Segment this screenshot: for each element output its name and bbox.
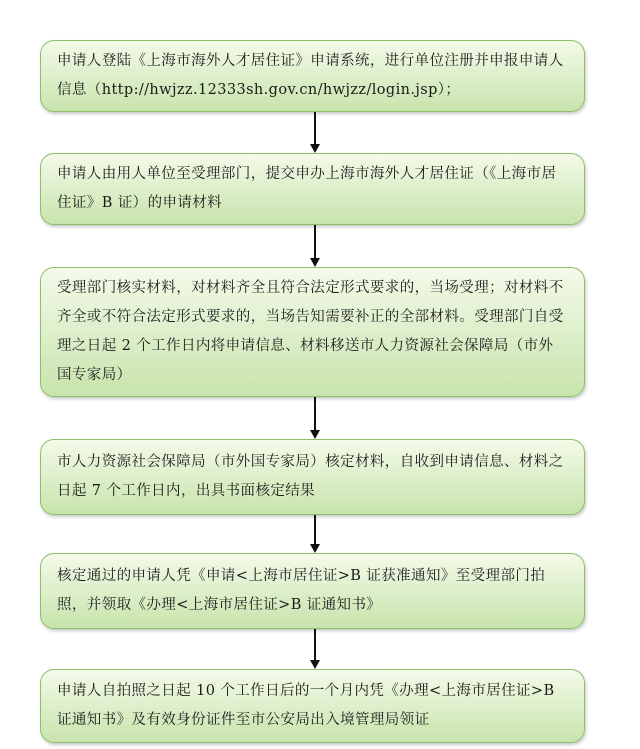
- step-3-text: 受理部门核实材料，对材料齐全且符合法定形式要求的，当场受理；对材料不齐全或不符合法定形式要求的，当场告知需要补正的全部材料。受理部门自受理之日起 2 个工作日内将申请信息、材料移送市人力资源社会保障局（市外国专家局）: [57, 280, 564, 383]
- step-6-text: 申请人自拍照之日起 10 个工作日后的一个月内凭《办理<上海市居住证>B 证通知书》及有效身份证件至市公安局出入境管理局领证: [57, 683, 555, 728]
- step-2-box: [40, 153, 585, 225]
- step-3-box: [40, 267, 585, 397]
- arrow-4-to-5: [310, 515, 320, 553]
- step-2-text: 申请人由用人单位至受理部门，提交申办上海市海外人才居住证（《上海市居住证》B 证）的申请材料: [57, 166, 557, 211]
- step-5-text: 核定通过的申请人凭《申请<上海市居住证>B 证获准通知》至受理部门拍照，并领取《办理<上海市居住证>B 证通知书》: [57, 568, 546, 613]
- step-1-text: 申请人登陆《上海市海外人才居住证》申请系统，进行单位注册并申报申请人信息（http://hwjzz.12333sh.gov.cn/hwjzz/login.jsp）；: [57, 53, 564, 98]
- step-1-box: [40, 40, 585, 112]
- arrow-5-to-6: [310, 629, 320, 669]
- step-4-text: 市人力资源社会保障局（市外国专家局）核定材料，自收到申请信息、材料之日起 7 个工作日内，出具书面核定结果: [57, 454, 564, 499]
- arrow-1-to-2: [310, 112, 320, 153]
- arrow-3-to-4: [310, 397, 320, 439]
- step-4-box: [40, 439, 585, 515]
- step-5-box: [40, 553, 585, 629]
- arrow-2-to-3: [310, 225, 320, 267]
- step-6-box: [40, 669, 585, 743]
